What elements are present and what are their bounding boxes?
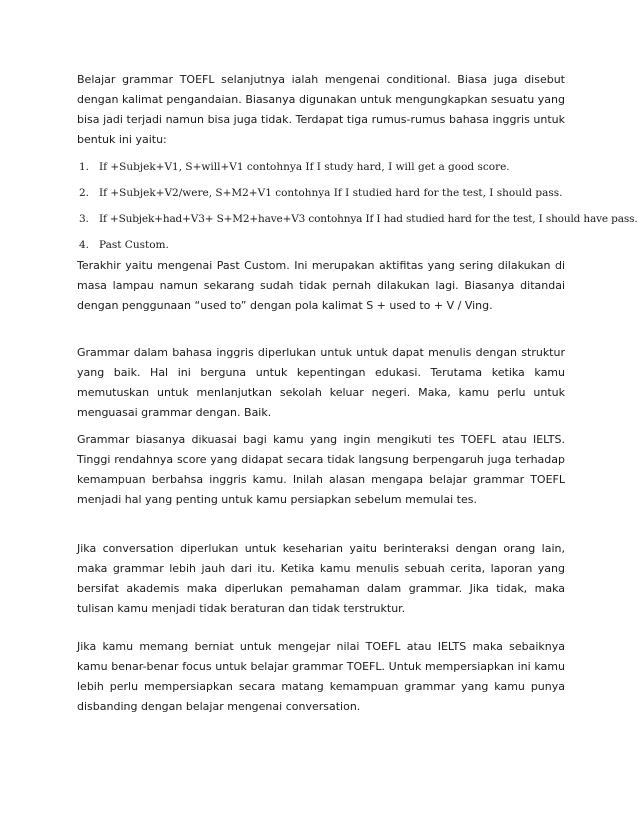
list-item-text: Past Custom. xyxy=(99,239,169,251)
list-item xyxy=(77,157,567,183)
list-item xyxy=(77,183,567,209)
paragraph-focus: Jika kamu memang berniat untuk mengejar nilai TOEFL atau IELTS maka sebaiknya kamu benar-benar focus untuk belajar grammar TOEFL. Untuk mempersiapkan ini kamu lebih perlu mempersiapkan secara matang kemampuan grammar yang kamu punya disbanding dengan belajar mengenai conversation. xyxy=(77,640,565,713)
list-item xyxy=(77,209,638,235)
paragraph-conditional-intro: Belajar grammar TOEFL selanjutnya ialah mengenai conditional. Biasa juga disebut dengan kalimat pengandaian. Biasanya digunakan untuk mengungkapkan sesuatu yang bisa jadi terjadi namun bisa juga tidak. Terdapat tiga rumus-rumus bahasa inggris untuk bentuk ini yaitu: xyxy=(77,73,565,146)
paragraph-past-custom: Terakhir yaitu mengenai Past Custom. Ini merupakan aktifitas yang sering dilakukan di masa lampau namun sekarang sudah tidak pernah dilakukan lagi. Biasanya ditandai dengan penggunaan “used to” dengan pola kalimat S + used to + V / Ving. xyxy=(77,259,565,312)
formula-list xyxy=(77,157,638,261)
paragraph-conversation: Jika conversation diperlukan untuk keseharian yaitu berinteraksi dengan orang lain, maka grammar lebih jauh dari itu. Ketika kamu menulis sebuah cerita, laporan yang bersifat akademis maka diperlukan pemahaman dalam grammar. Jika tidak, maka tulisan kamu menjadi tidak beraturan dan tidak terstruktur. xyxy=(77,542,565,615)
list-item-number: 4. xyxy=(79,239,90,251)
list-item-number: 1. xyxy=(79,161,90,173)
list-item-text: If +Subjek+V1, S+will+V1 contohnya If I study hard, I will get a good score. xyxy=(99,161,510,173)
paragraph-grammar-importance: Grammar dalam bahasa inggris diperlukan untuk untuk dapat menulis dengan struktur yang baik. Hal ini berguna untuk kepentingan edukasi. Terutama ketika kamu memutuskan untuk menlanjutkan sekolah keluar negeri. Maka, kamu perlu untuk menguasai grammar dengan. Baik. xyxy=(77,346,565,419)
paragraph-toefl-ielts: Grammar biasanya dikuasai bagi kamu yang ingin mengikuti tes TOEFL atau IELTS. Tinggi rendahnya score yang didapat secara tidak langsung berpengaruh juga terhadap kemampuan berbahsa inggris kamu. Inilah alasan mengapa belajar grammar TOEFL menjadi hal yang penting untuk kamu persiapkan sebelum memulai tes. xyxy=(77,433,565,506)
list-item-text: If +Subjek+had+V3+ S+M2+have+V3 contohnya If I had studied hard for the test, I should have pass. xyxy=(99,213,638,225)
list-item-text: If +Subjek+V2/were, S+M2+V1 contohnya If I studied hard for the test, I should pass. xyxy=(99,187,563,199)
list-item-number: 2. xyxy=(79,187,90,199)
list-item-number: 3. xyxy=(79,213,89,225)
